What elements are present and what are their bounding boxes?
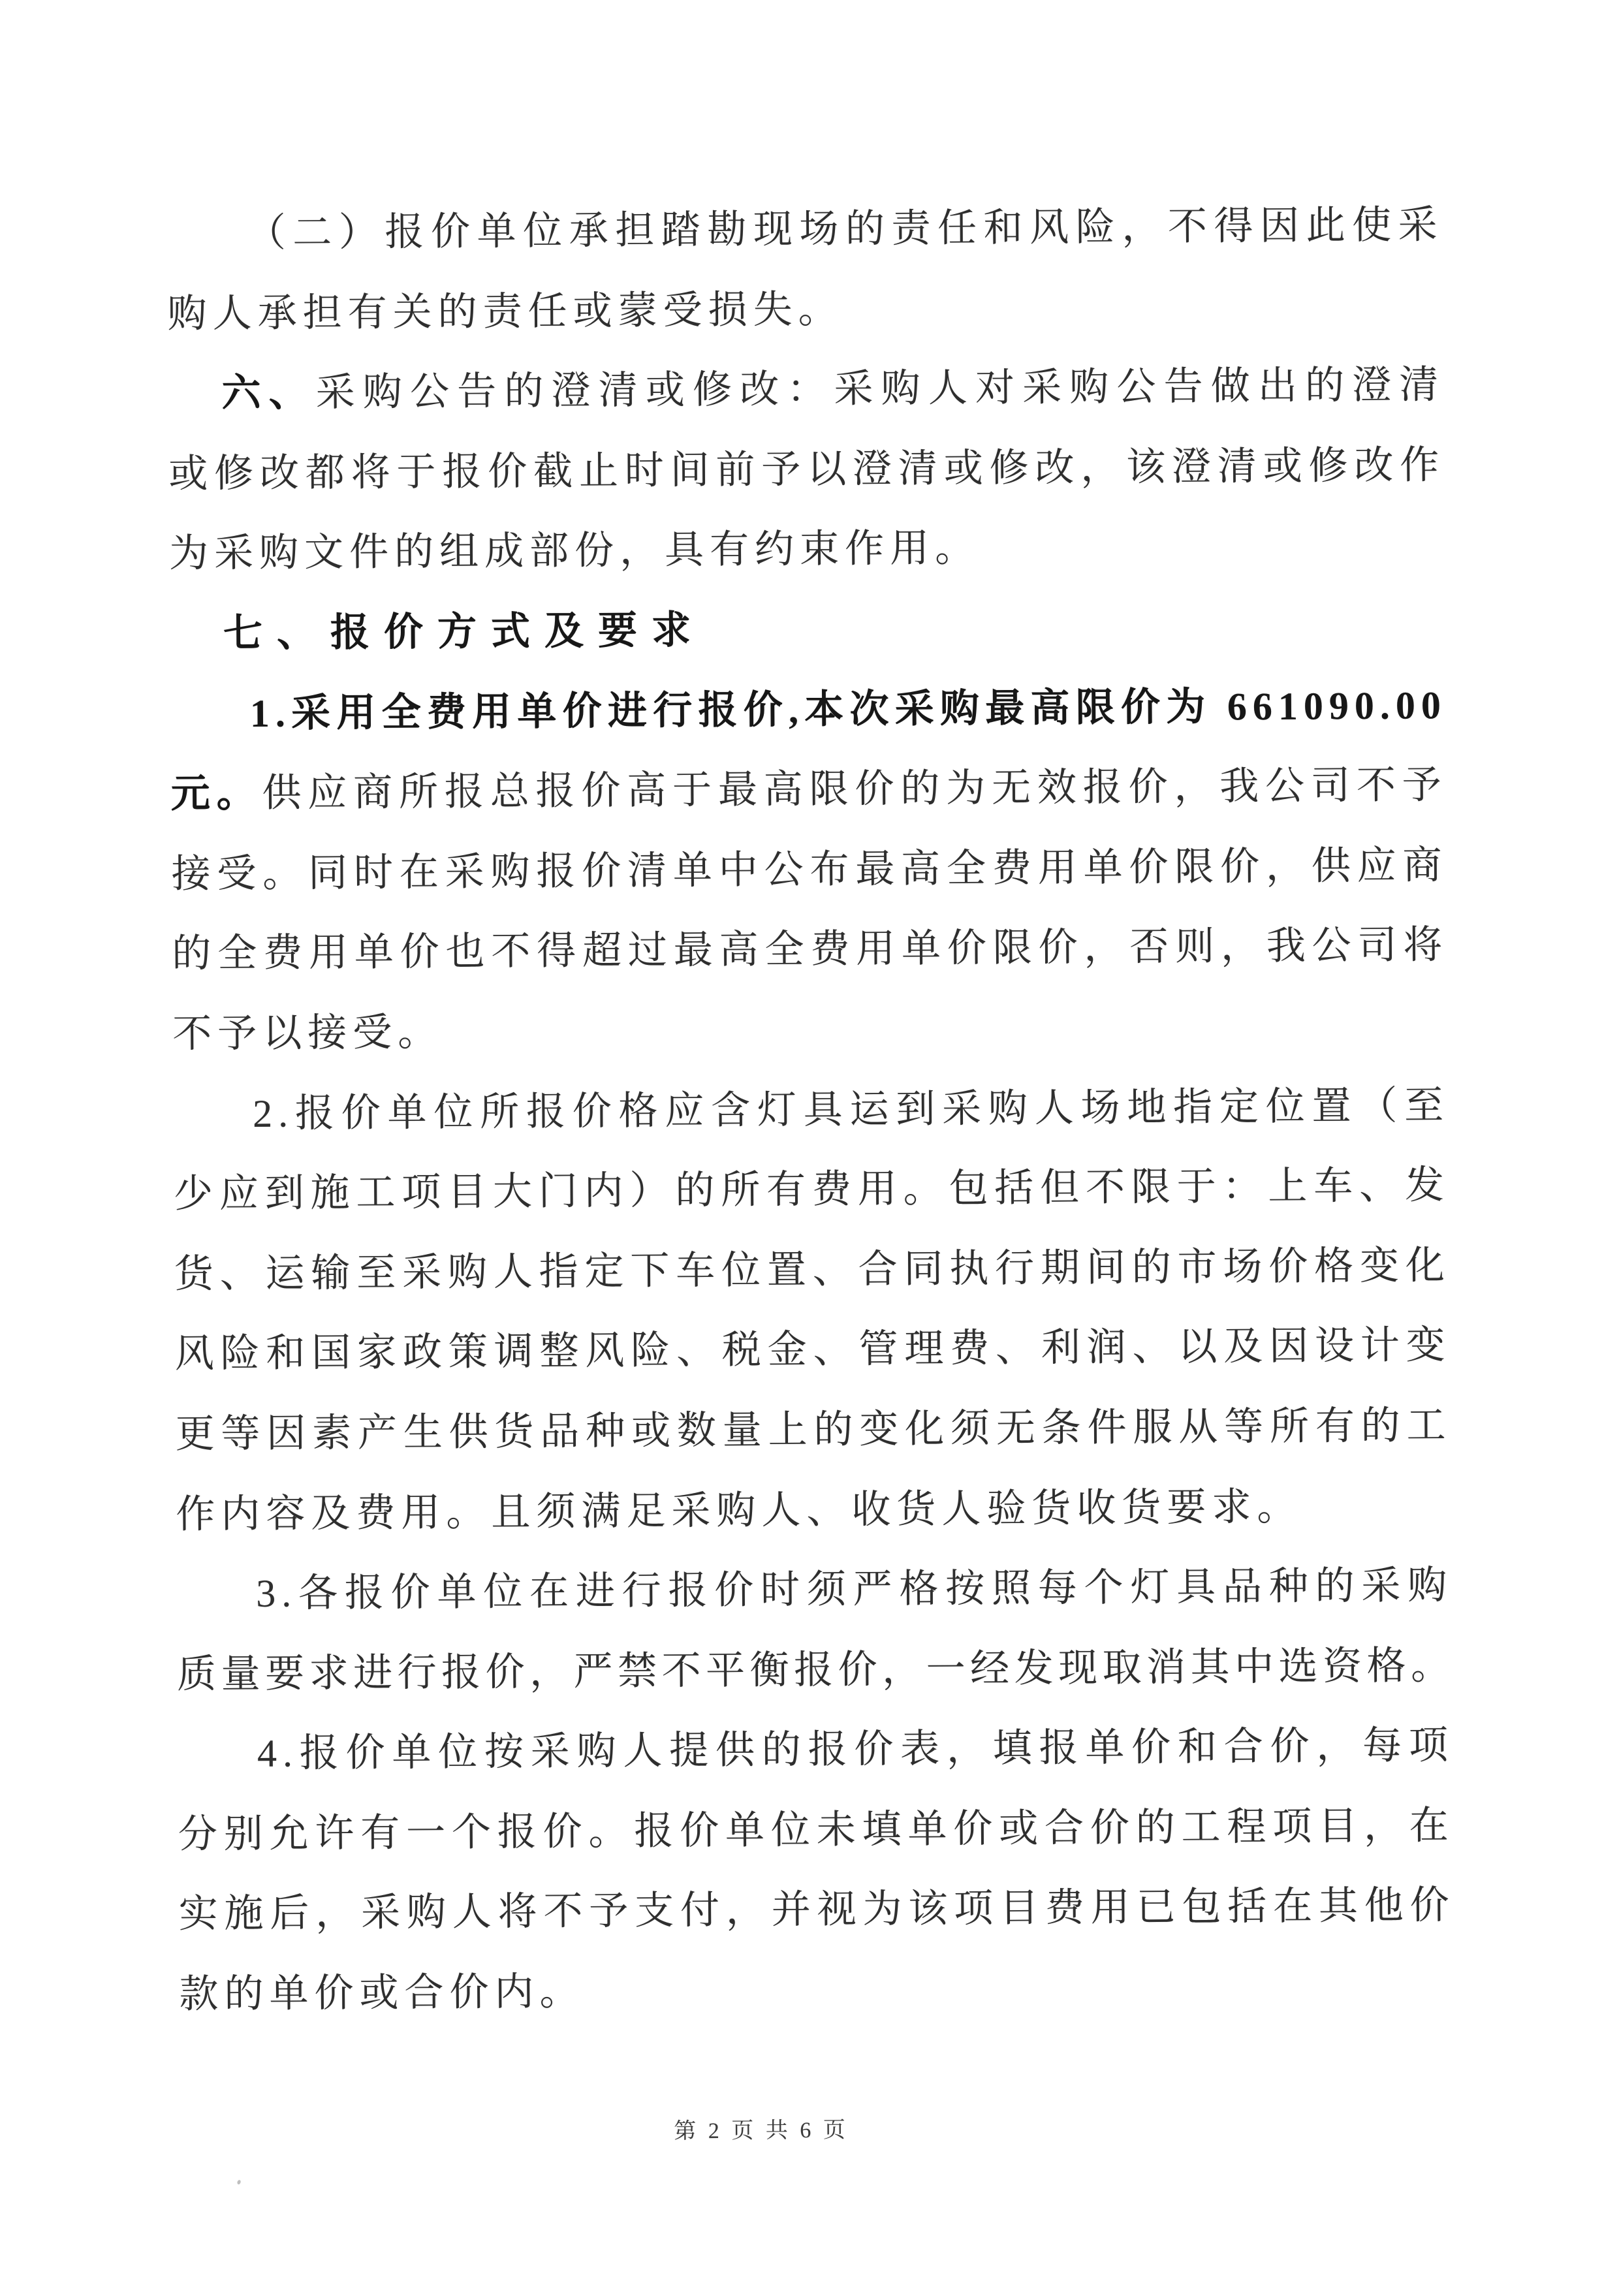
- body-text: 风险和国家政策调整风险、税金、管理费、利润、以及因设计变: [174, 1323, 1451, 1376]
- text-line: [168, 425, 1445, 514]
- page-footer: 第 2 页 共 6 页: [674, 2118, 849, 2144]
- body-text: 作内容及费用。且须满足采购人、收货人验货收货要求。: [176, 1485, 1302, 1536]
- text-line: [179, 1945, 1456, 2034]
- text-line: [178, 1705, 1454, 1794]
- body-text: 实施后，采购人将不予支付，并视为该项目费用已包括在其他价: [178, 1883, 1455, 1936]
- text-line: [172, 905, 1449, 994]
- body-text: 为采购文件的组成部份，具有约束作用。: [168, 526, 981, 576]
- text-line: [172, 985, 1449, 1074]
- text-line: [171, 825, 1448, 914]
- body-text: 或修改都将于报价截止时间前予以澄清或修改，该澄清或修改作: [168, 443, 1445, 495]
- body-text: 的全费用单价也不得超过最高全费用单价限价，否则，我公司将: [172, 923, 1449, 976]
- ink-speck: [237, 2180, 242, 2185]
- text-line: [168, 345, 1445, 433]
- body-text: 供应商所报总报价高于最高限价的为无效报价，我公司不予: [262, 763, 1447, 815]
- text-line: [170, 665, 1447, 754]
- body-text: 采购公告的澄清或修改：采购人对采购公告做出的澄清: [315, 363, 1445, 415]
- text-line: [178, 1785, 1454, 1874]
- text-line: [167, 265, 1444, 354]
- text-line: [174, 1225, 1451, 1314]
- text-line: [173, 1065, 1450, 1154]
- body-text: 购人承担有关的责任或蒙受损失。: [167, 287, 843, 336]
- body-text: 款的单价或合价内。: [179, 1970, 585, 2016]
- text-line: [176, 1545, 1453, 1634]
- text-line: [174, 1305, 1451, 1394]
- body-text: 接受。同时在采购报价清单中公布最高全费用单价限价，供应商: [171, 843, 1448, 896]
- body-text: 分别允许有一个报价。报价单位未填单价或合价的工程项目，在: [178, 1804, 1455, 1856]
- body-text: 3.各报价单位在进行报价时须严格按照每个灯具品种的采购: [256, 1564, 1453, 1616]
- body-text: 质量要求进行报价，严禁不平衡报价，一经发现取消其中选资格。: [176, 1643, 1454, 1696]
- text-line: [177, 1626, 1454, 1714]
- text-line: [166, 185, 1443, 274]
- body-text: （二）报价单位承担踏勘现场的责任和风险，不得因此使采: [246, 203, 1443, 255]
- bold-text: 元。: [170, 771, 262, 815]
- bold-text: 1.采用全费用单价进行报价,本次采购最高限价为 661090.00: [249, 683, 1447, 735]
- body-text: 少应到施工项目大门内）的所有费用。包括但不限于：上车、发: [173, 1163, 1451, 1216]
- text-line: [170, 585, 1447, 674]
- body-text: 不予以接受。: [172, 1010, 443, 1056]
- text-line: [169, 505, 1446, 594]
- text-line: [176, 1466, 1453, 1554]
- text-line: [175, 1385, 1452, 1474]
- body-text: 货、运输至采购人指定下车位置、合同执行期间的市场价格变化: [174, 1243, 1451, 1296]
- body-text: 2.报价单位所报价格应含灯具运到采购人场地指定位置（至: [252, 1083, 1450, 1135]
- bold-text: 六、: [221, 371, 316, 415]
- text-block: [166, 185, 1456, 2034]
- body-text: 更等因素产生供货品种或数量上的变化须无条件服从等所有的工: [175, 1404, 1452, 1456]
- text-line: [178, 1866, 1455, 1955]
- body-text: 4.报价单位按采购人提供的报价表，填报单价和合价，每项: [257, 1723, 1454, 1776]
- bold-text: 七、报价方式及要求: [223, 608, 706, 655]
- text-line: [174, 1145, 1451, 1234]
- text-line: [170, 745, 1447, 834]
